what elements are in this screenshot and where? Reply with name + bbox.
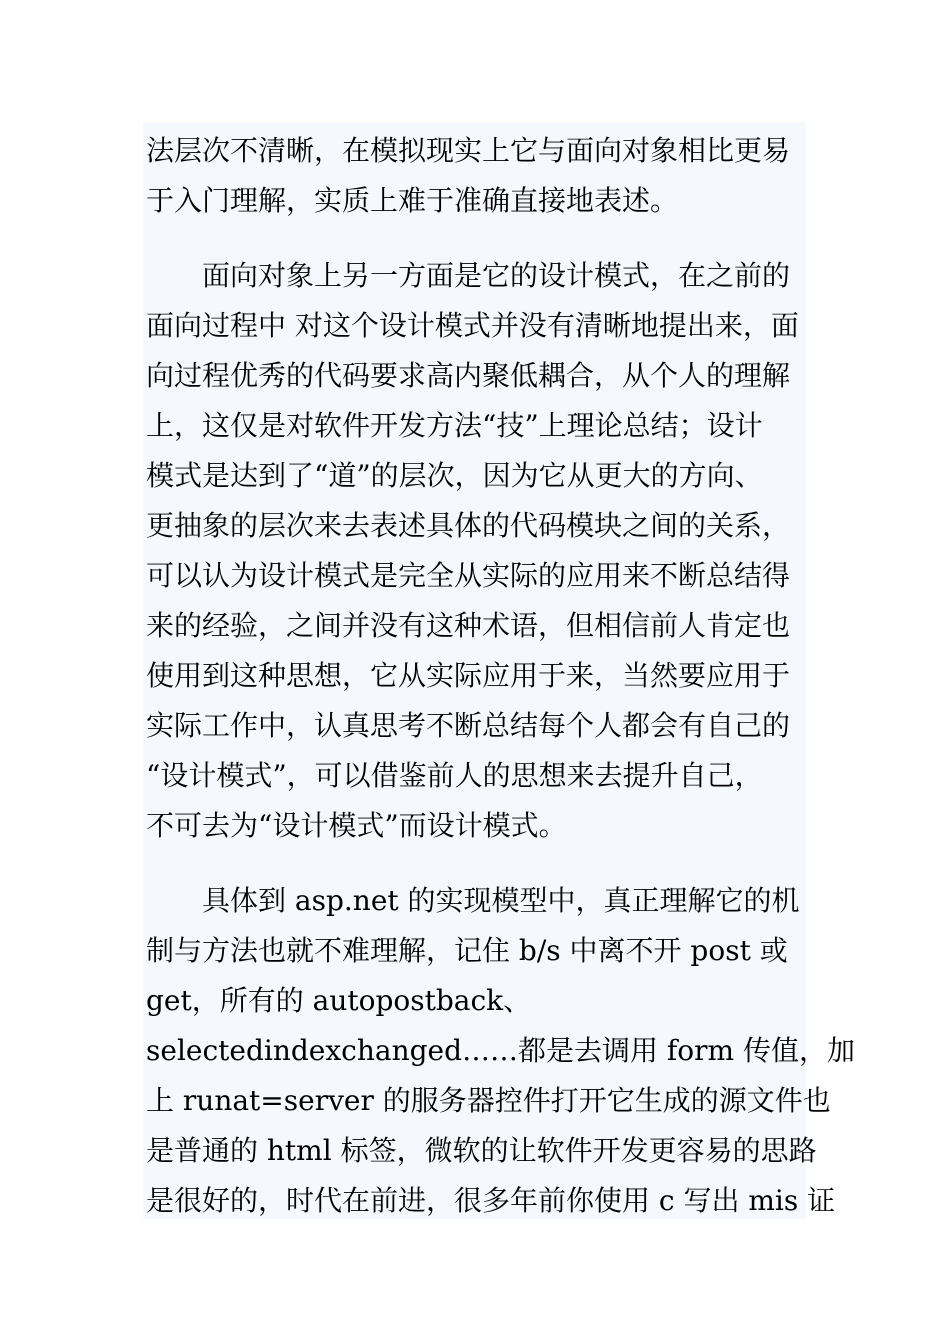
text-line: 具体到 asp.net 的实现模型中，真正理解它的机 [202, 884, 800, 917]
text-line: 面向过程中 对这个设计模式并没有清晰地提出来，面 [146, 309, 799, 342]
text-line: 来的经验，之间并没有这种术语，但相信前人肯定也 [146, 609, 791, 642]
text-line: 制与方法也就不难理解，记住 b/s 中离不开 post 或 [146, 934, 788, 967]
text-line: 模式是达到了“道”的层次，因为它从更大的方向、 [146, 459, 763, 492]
document-body [146, 126, 855, 1226]
text-line: 使用到这种思想，它从实际应用于来，当然要应用于 [146, 659, 791, 692]
text-line: 上，这仅是对软件开发方法“技”上理论总结；设计 [146, 409, 763, 442]
text-line: 是普通的 html 标签，微软的让软件开发更容易的思路 [146, 1134, 817, 1167]
text-line: 不可去为“设计模式”而设计模式。 [146, 809, 567, 842]
text-line: 是很好的，时代在前进，很多年前你使用 c 写出 mis 证 [146, 1184, 836, 1217]
text-line: 更抽象的层次来去表述具体的代码模块之间的关系， [146, 509, 791, 542]
text-line: 实际工作中，认真思考不断总结每个人都会有自己的 [146, 709, 791, 742]
text-line: 于入门理解，实质上难于准确直接地表述。 [146, 184, 679, 217]
text-line: 上 runat=server 的服务器控件打开它生成的源文件也 [146, 1084, 831, 1117]
text-line: 向过程优秀的代码要求高内聚低耦合，从个人的理解 [146, 359, 791, 392]
text-line: 面向对象上另一方面是它的设计模式，在之前的 [202, 259, 791, 292]
paragraph-gap [146, 226, 806, 251]
paragraph-gap [146, 851, 806, 876]
text-line: selectedindexchanged……都是去调用 form 传值，加 [146, 1034, 855, 1067]
text-line: get，所有的 autopostback、 [146, 984, 532, 1017]
text-line: 可以认为设计模式是完全从实际的应用来不断总结得 [146, 559, 791, 592]
text-line: “设计模式”，可以借鉴前人的思想来去提升自己， [146, 759, 763, 792]
text-line: 法层次不清晰，在模拟现实上它与面向对象相比更易 [146, 134, 791, 167]
